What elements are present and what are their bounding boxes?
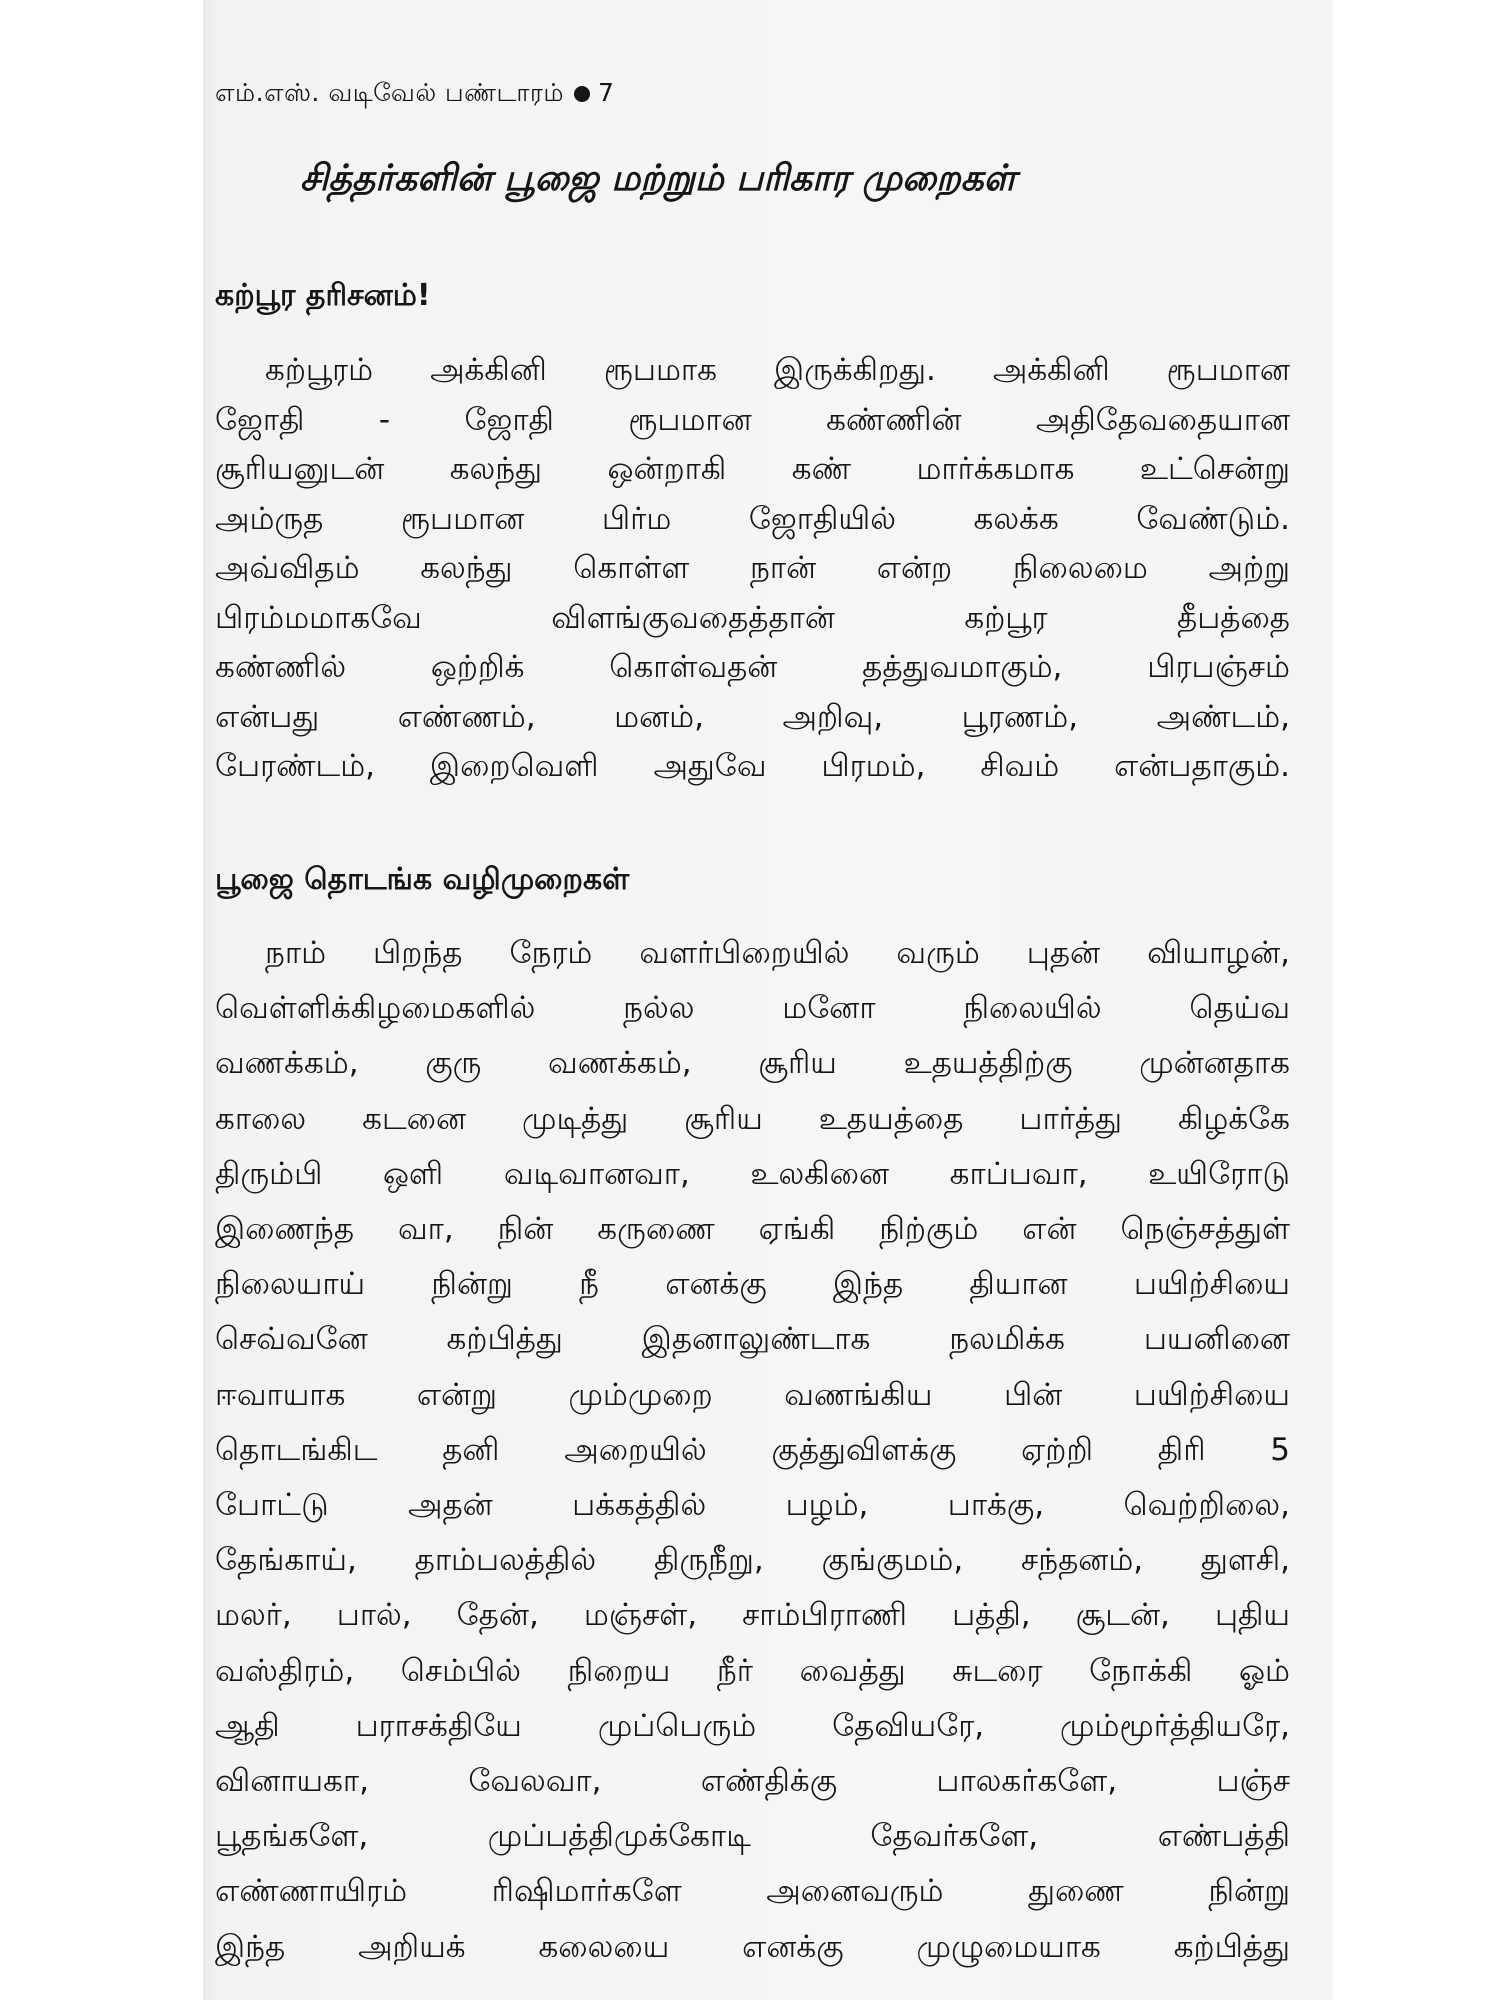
text-line: என்பது எண்ணம், மனம், அறிவு, பூரணம், அண்டம், [215,698,1290,735]
text-line: ஆதி பராசக்தியே முப்பெரும் தேவியரே, மும்மூர்த்தியரே, [215,1707,1290,1744]
text-line: தொடங்கிட தனி அறையில் குத்துவிளக்கு ஏற்றி திரி 5 [215,1431,1290,1468]
text-line: சூரியனுடன் கலந்து ஒன்றாகி கண் மார்க்கமாக உட்சென்று [215,451,1290,487]
text-line: வெள்ளிக்கிழமைகளில் நல்ல மனோ நிலையில் தெய்வ [215,990,1290,1027]
text-line: வஸ்திரம், செம்பில் நிறைய நீர் வைத்து சுடரை நோக்கி ஓம் [215,1652,1290,1689]
author-name: எம்.எஸ். வடிவேல் பண்டாரம் [215,78,564,107]
text-line: நிலையாய் நின்று நீ எனக்கு இந்த தியான பயிற்சியை [215,1266,1290,1303]
text-line: பிரம்மமாகவே விளங்குவதைத்தான் கற்பூர தீபத்தை [215,599,1290,636]
section-heading: கற்பூர தரிசனம்! [215,278,431,313]
text-line: பேரண்டம், இறைவெளி அதுவே பிரமம், சிவம் என்பதாகும். [215,748,1290,784]
bullet-icon [574,86,590,102]
text-line: நாம் பிறந்த நேரம் வளர்பிறையில் வரும் புதன் வியாழன், [265,935,1290,971]
text-line: தேங்காய், தாம்பலத்தில் திருநீறு, குங்குமம், சந்தனம், துளசி, [215,1542,1290,1579]
text-line: அவ்விதம் கலந்து கொள்ள நான் என்ற நிலைமை அற்று [215,550,1290,586]
text-line: வினாயகா, வேலவா, எண்திக்கு பாலகர்களே, பஞ்ச [215,1763,1290,1799]
text-line: வணக்கம், குரு வணக்கம், சூரிய உதயத்திற்கு முன்னதாக [215,1045,1290,1082]
text-line: காலை கடனை முடித்து சூரிய உதயத்தை பார்த்து கிழக்கே [215,1100,1290,1137]
text-line: செவ்வனே கற்பித்து இதனாலுண்டாக நலமிக்க பயனினை [215,1321,1290,1358]
text-line: இந்த அறியக் கலையை எனக்கு முழுமையாக கற்பித்து [215,1928,1290,1965]
text-line: போட்டு அதன் பக்கத்தில் பழம், பாக்கு, வெற்றிலை, [215,1487,1290,1523]
text-line: திரும்பி ஒளி வடிவானவா, உலகினை காப்பவா, உயிரோடு [215,1155,1290,1192]
running-head [215,78,614,111]
text-line: ஜோதி - ஜோதி ரூபமான கண்ணின் அதிதேவதையான [215,401,1290,438]
text-line: எண்ணாயிரம் ரிஷிமார்களே அனைவரும் துணை நின்று [215,1873,1290,1910]
text-line: மலர், பால், தேன், மஞ்சள், சாம்பிராணி பத்தி, சூடன், புதிய [215,1597,1290,1634]
text-line: ஈவாயாக என்று மும்முறை வணங்கிய பின் பயிற்சியை [215,1376,1290,1413]
chapter-title: சித்தர்களின் பூஜை மற்றும் பரிகார முறைகள் [300,158,1017,199]
text-line: கண்ணில் ஒற்றிக் கொள்வதன் தத்துவமாகும், பிரபஞ்சம் [215,649,1290,685]
text-line: பூதங்களே, முப்பத்திமுக்கோடி தேவர்களே, எண்பத்தி [215,1818,1290,1855]
page-number: 7 [597,78,615,107]
section-heading: பூஜை தொடங்க வழிமுறைகள் [215,862,630,897]
text-line: இணைந்த வா, நின் கருணை ஏங்கி நிற்கும் என் நெஞ்சத்துள் [215,1211,1290,1247]
text-line: கற்பூரம் அக்கினி ரூபமாக இருக்கிறது. அக்கினி ரூபமான [265,352,1290,388]
text-line: அம்ருத ரூபமான பிர்ம ஜோதியில் கலக்க வேண்டும். [215,500,1290,537]
